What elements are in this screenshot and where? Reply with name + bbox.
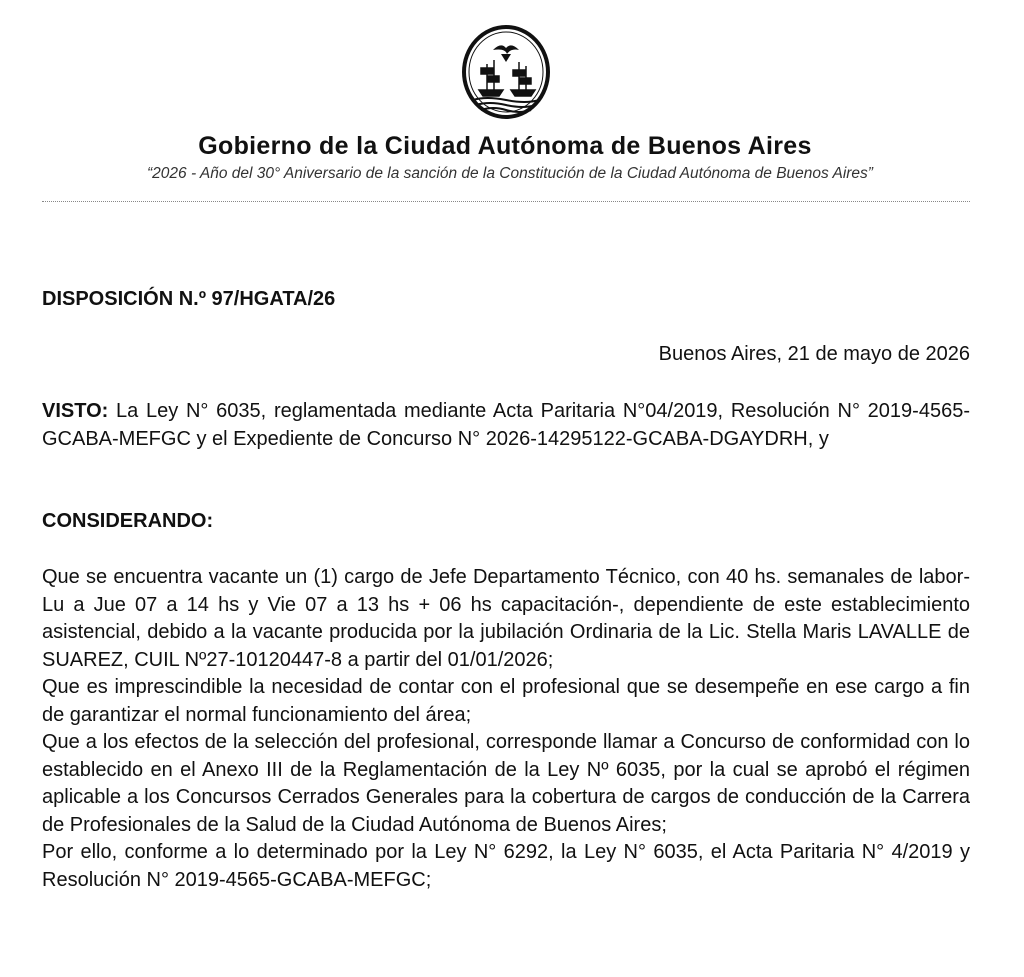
visto-text: La Ley N° 6035, reglamentada mediante Acta Paritaria N°04/2019, Resolución N° 2019-4565-GCABA-MEFGC y el Expediente de Concurso N° 2026-14295122-GCABA-DGAYDRH, y (42, 400, 970, 450)
visto-label: VISTO: (42, 400, 109, 422)
considerando-paragraph: Que es imprescindible la necesidad de contar con el profesional que se desempeñe en ese cargo a fin de garantizar el normal funcionamiento del área; (42, 676, 970, 726)
header-divider (42, 201, 970, 202)
city-seal-icon (461, 24, 551, 120)
considerandos-list (42, 564, 970, 894)
considerando-paragraph: Que a los efectos de la selección del profesional, corresponde llamar a Concurso de conformidad con lo establecido en el Anexo III de la Reglamentación de la Ley Nº 6035, por la cual se aprobó el régimen aplicable a los Concursos Cerrados Generales para la cobertura de cargos de conducción de la Carrera de Profesionales de la Salud de la Ciudad Autónoma de Buenos Aires; (42, 731, 970, 836)
document-number: DISPOSICIÓN N.º 97/HGATA/26 (42, 288, 336, 310)
organization-motto: “2026 - Año del 30° Aniversario de la sanción de la Constitución de la Ciudad Autónoma de Buenos Aires” (147, 165, 873, 182)
visto-paragraph (42, 398, 970, 453)
considerando-paragraph: Que se encuentra vacante un (1) cargo de Jefe Departamento Técnico, con 40 hs. semanales de labor- Lu a Jue 07 a 14 hs y Vie 07 a 13 hs + 06 hs capacitación-, dependiente de este establecimiento asistencial, debido a la vacante producida por la jubilación Ordinaria de la Lic. Stella Maris LAVALLE de SUAREZ, CUIL Nº27-10120447-8 a partir del 01/01/2026; (42, 566, 970, 671)
document-date: Buenos Aires, 21 de mayo de 2026 (658, 343, 970, 365)
considerando-paragraph: Por ello, conforme a lo determinado por la Ley N° 6292, la Ley N° 6035, el Acta Paritaria N° 4/2019 y Resolución N° 2019-4565-GCABA-MEFGC; (42, 841, 970, 891)
considerando-heading: CONSIDERANDO: (42, 510, 214, 532)
organization-title: Gobierno de la Ciudad Autónoma de Buenos Aires (198, 132, 812, 160)
